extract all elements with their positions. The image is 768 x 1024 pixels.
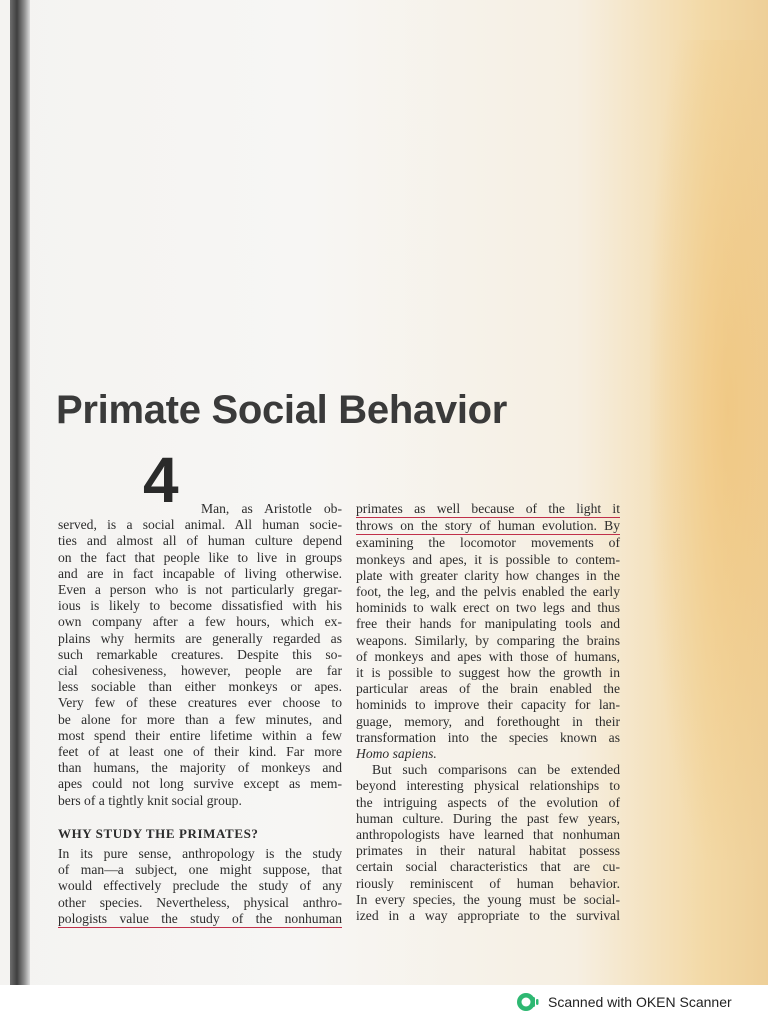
scanner-label: Scanned with OKEN Scanner: [548, 994, 732, 1010]
section-heading: WHY STUDY THE PRIMATES?: [58, 826, 259, 841]
text-line: Man, as Aristotle ob-: [201, 501, 342, 516]
text-line: own company after a few hours, which ex-: [58, 614, 342, 630]
text-line: ized in a way appropriate to the survival: [356, 908, 620, 924]
chapter-number: 4: [143, 444, 179, 516]
text-line: plate with greater clarity how changes in the: [356, 567, 620, 583]
text-line: Very few of these creatures ever choose to: [58, 695, 342, 711]
text-line: riously reminiscent of human behavior.: [356, 875, 620, 891]
right-column-text: [356, 501, 620, 924]
oken-scanner-logo-icon: [516, 990, 540, 1014]
text-line: human culture. During the past few years,: [356, 810, 620, 826]
text-line: it is possible to suggest how the growth in: [356, 665, 620, 681]
section-text: [58, 846, 342, 928]
text-line: most spend their entire lifetime within a few: [58, 727, 342, 743]
text-line: on the fact that people like to live in groups: [58, 549, 342, 565]
text-line: the intriguing aspects of the evolution of: [356, 794, 620, 810]
text-line: served, is a social animal. All human socie-: [58, 517, 342, 533]
text-line: In its pure sense, anthropology is the study: [58, 846, 342, 861]
text-line: Even a person who is not particularly gregar-: [58, 582, 342, 598]
text-line: monkeys and apes, it is possible to contem-: [356, 551, 620, 567]
text-line: hominids to walk erect on two legs and thus: [356, 600, 620, 616]
text-line: primates in their natural habitat possess: [356, 843, 620, 859]
text-line: cial cohesiveness, however, people are far: [58, 663, 342, 679]
chapter-title: Primate Social Behavior: [56, 388, 508, 432]
text-line: than humans, the majority of monkeys and: [58, 760, 342, 776]
text-line: primates as well because of the light it: [356, 501, 620, 518]
text-line: less sociable than either monkeys or apes.: [58, 679, 342, 695]
text-line: foot, the leg, and the pelvis enabled the early: [356, 584, 620, 600]
text-line: such remarkable creatures. Despite this so-: [58, 646, 342, 662]
text-line: would effectively preclude the study of any: [58, 878, 342, 894]
book-binding-shadow: [10, 0, 30, 985]
text-line: other species. Nevertheless, physical anthro-: [58, 894, 342, 910]
text-line: beyond interesting physical relationships to: [356, 778, 620, 794]
text-line: of monkeys and apes with those of humans,: [356, 648, 620, 664]
text-line: Homo sapiens.: [356, 746, 437, 762]
text-line: throws on the story of human evolution. By: [356, 518, 620, 535]
text-line: plains why hermits are generally regarded as: [58, 630, 342, 646]
text-line: be alone for more than a few minutes, and: [58, 711, 342, 727]
text-line: free their hands for manipulating tools and: [356, 616, 620, 632]
text-line: certain social characteristics that are cu-: [356, 859, 620, 875]
scanner-watermark: [516, 990, 732, 1014]
light-glare: [650, 40, 768, 860]
text-line: examining the locomotor movements of: [356, 535, 620, 551]
text-line: bers of a tightly knit social group.: [58, 792, 242, 808]
text-line: and are in fact incapable of living otherwise.: [58, 565, 342, 581]
text-line: In every species, the young must be social-: [356, 891, 620, 907]
text-line: ties and almost all of human culture depend: [58, 533, 342, 549]
text-line: weapons. Similarly, by comparing the brains: [356, 632, 620, 648]
text-line: guage, memory, and forethought in their: [356, 713, 620, 729]
text-line: But such comparisons can be extended: [372, 762, 620, 778]
text-line: particular areas of the brain enabled the: [356, 681, 620, 697]
text-line: ious is likely to become dissatisfied with his: [58, 598, 342, 614]
text-line: of man—a subject, one might suppose, that: [58, 862, 342, 878]
text-line: hominids to improve their capacity for lan-: [356, 697, 620, 713]
text-line: feet of at least one of their kind. Far more: [58, 744, 342, 760]
text-line: pologists value the study of the nonhuman: [58, 911, 342, 928]
left-column-text: [58, 501, 342, 809]
text-line: transformation into the species known as: [356, 729, 620, 745]
text-line: apes could not long survive except as mem-: [58, 776, 342, 792]
text-line: anthropologists have learned that nonhuman: [356, 827, 620, 843]
